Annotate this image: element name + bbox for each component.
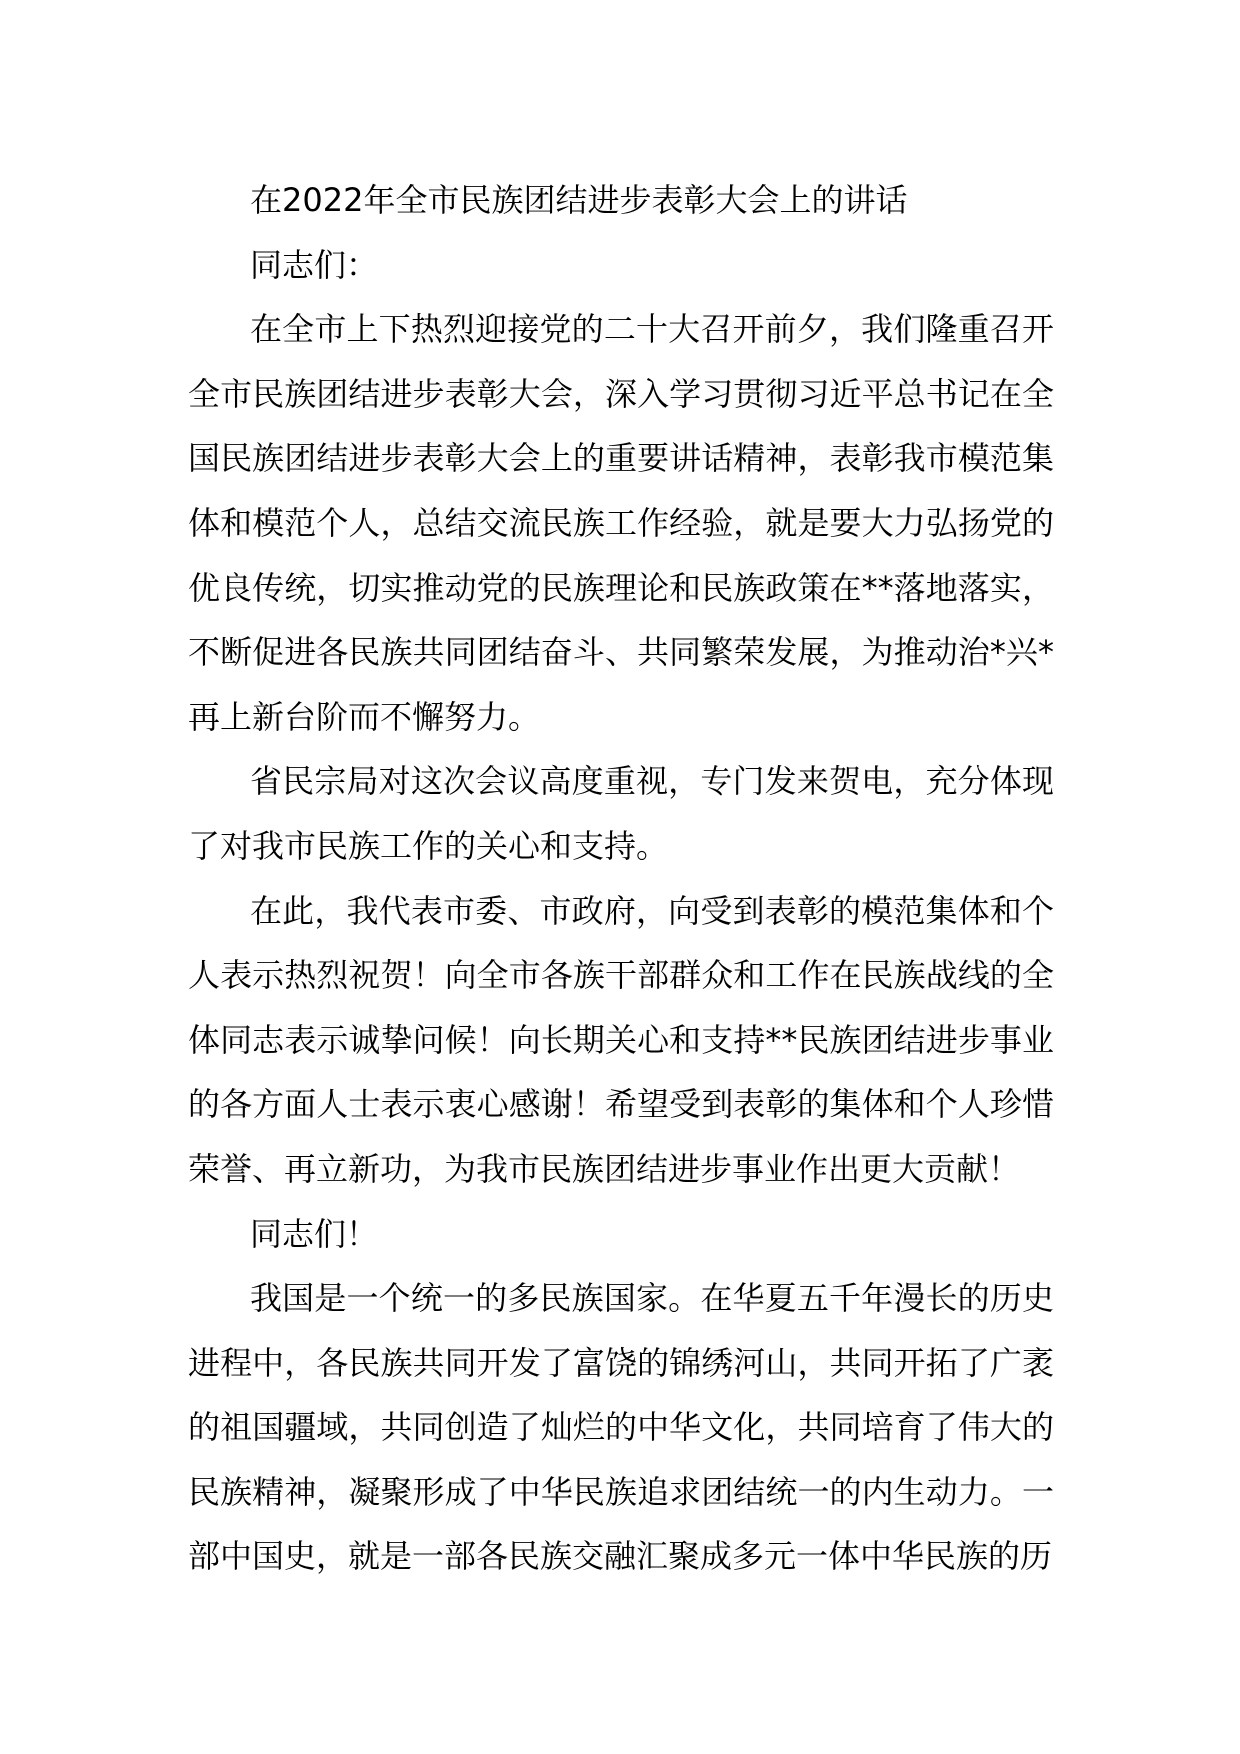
paragraph-1: 在全市上下热烈迎接党的二十大召开前夕，我们隆重召开全市民族团结进步表彰大会，深入学习贯彻习近平总书记在全国民族团结进步表彰大会上的重要讲话精神，表彰我市模范集体和模范个人，总结交流民族工作经验，就是要大力弘扬党的优良传统，切实推动党的民族理论和民族政策在**落地落实，不断促进各民族共同团结奋斗、共同繁荣发展，为推动治*兴*再上新台阶而不懈努力。 xyxy=(188,310,1054,736)
paragraph-3: 在此，我代表市委、市政府，向受到表彰的模范集体和个人表示热烈祝贺！向全市各族干部群众和工作在民族战线的全体同志表示诚挚问候！向长期关心和支持**民族团结进步事业的各方面人士表示衷心感谢！希望受到表彰的集体和个人珍惜荣誉、再立新功，为我市民族团结进步事业作出更大贡献！ xyxy=(188,891,1054,1188)
salutation: 同志们： xyxy=(250,245,379,284)
paragraph-2: 省民宗局对这次会议高度重视，专门发来贺电，充分体现了对我市民族工作的关心和支持。 xyxy=(188,762,1054,865)
document-body xyxy=(188,168,1054,1589)
paragraph-5: 我国是一个统一的多民族国家。在华夏五千年漫长的历史进程中，各民族共同开发了富饶的锦绣河山，共同开拓了广袤的祖国疆域，共同创造了灿烂的中华文化，共同培育了伟大的民族精神，凝聚形成了中华民族追求团结统一的内生动力。一部中国史，就是一部各民族交融汇聚成多元一体中华民族的历 xyxy=(188,1279,1054,1576)
paragraph-4-salutation: 同志们！ xyxy=(250,1214,379,1253)
document-title: 在2022年全市民族团结进步表彰大会上的讲话 xyxy=(250,181,908,219)
